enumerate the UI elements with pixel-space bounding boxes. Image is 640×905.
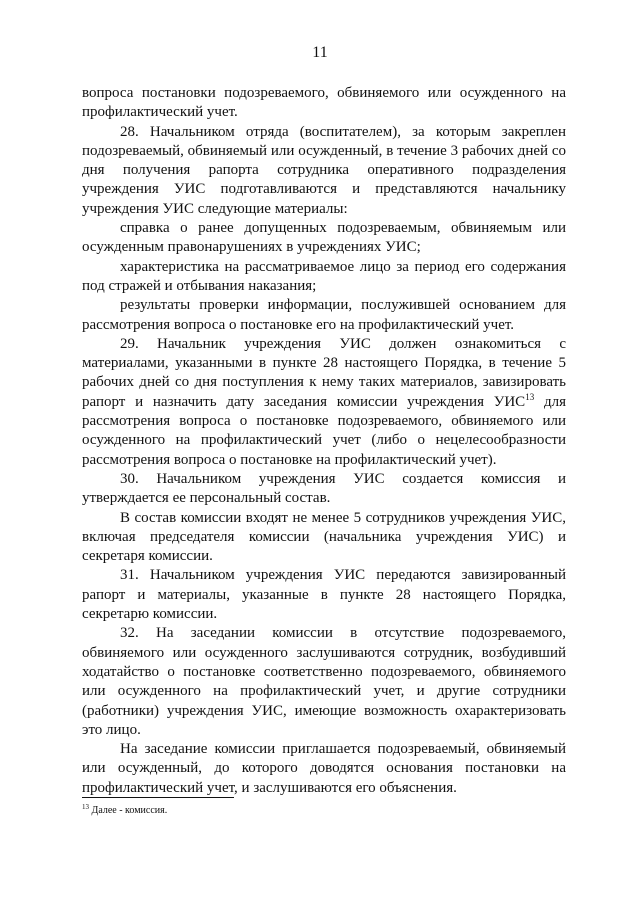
paragraph-29-text-after: для рассмотрения вопроса о постановке подозреваемого, обвиняемого или осужденного на профилактический учет (либо о нецелесообразности рассмотрения вопроса о постановке на профилактический учет). [82,393,566,468]
paragraph-31: 31. Начальником учреждения УИС передаются завизированный рапорт и материалы, указанные в пункте 28 настоящего Порядка, секретарю комиссии. [82,567,566,623]
paragraph-32: 32. На заседании комиссии в отсутствие подозреваемого, обвиняемого или осужденного заслушиваются сотрудник, возбудивший ходатайство о постановке соответственно подозреваемого, обвиняемого или осужденного на профилактический учет, и другие сотрудники (работники) учреждения УИС, имеющие возможность охарактеризовать это лицо. [82,625,566,738]
paragraph-28: 28. Начальником отряда (воспитателем), за которым закреплен подозреваемый, обвиняемый или осужденный, в течение 3 рабочих дней со дня получения рапорта сотрудника оперативного подразделения учреждения УИС подготавливаются и представляются начальнику учреждения УИС следующие материалы: [82,123,566,217]
paragraph-verification-item: результаты проверки информации, послужившей основанием для рассмотрения вопроса о постановке его на профилактический учет. [82,297,566,333]
body-text [82,84,566,798]
paragraph-invitation: На заседание комиссии приглашается подозреваемый, обвиняемый или осужденный, до которого доводятся основания постановки на профилактический учет, и заслушиваются его объяснения. [82,741,566,796]
footnote [82,805,167,816]
footnote-reference: 13 [525,391,535,402]
footnote-separator [82,797,234,798]
paragraph-commission-composition: В состав комиссии входят не менее 5 сотрудников учреждения УИС, включая председателя комиссии (начальника учреждения УИС) и секретаря комиссии. [82,509,566,565]
paragraph-29 [82,335,566,470]
paragraph-continuation: вопроса постановки подозреваемого, обвиняемого или осужденного на профилактический учет. [82,85,566,121]
paragraph-certificate-item: справка о ранее допущенных подозреваемым, обвиняемым или осужденным правонарушениях в учреждениях УИС; [82,220,566,256]
paragraph-characteristic-item: характеристика на рассматриваемое лицо за период его содержания под стражей и отбывания наказания; [82,258,566,294]
footnote-number: 13 [82,803,89,811]
paragraph-29-text-before: 29. Начальник учреждения УИС должен ознакомиться с материалами, указанными в пункте 28 настоящего Порядка, в течение 5 рабочих дней со дня поступления к нему таких материалов, завизировать рапорт и назначить дату заседания комиссии учреждения УИС [82,335,566,410]
paragraph-30: 30. Начальником учреждения УИС создается комиссия и утверждается ее персональный состав. [82,470,566,507]
page-number: 11 [312,44,328,61]
footnote-text: Далее - комиссия. [89,805,168,816]
